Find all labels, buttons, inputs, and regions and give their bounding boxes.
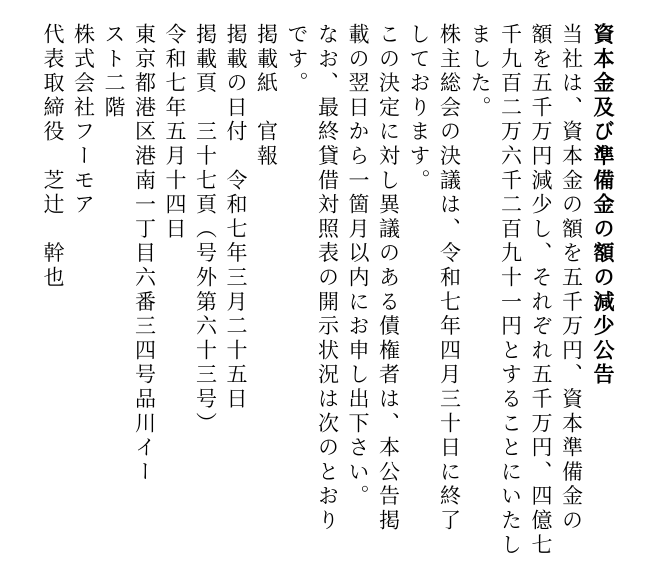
body-text-line: です。: [285, 23, 309, 96]
publication-paper: 掲載紙 官報: [254, 23, 279, 169]
company-address-line-2: スト二階: [102, 23, 126, 121]
representative-name: 代表取締役 芝辻 幹也: [41, 23, 65, 291]
notice-title: 資本金及び準備金の額の減少公告: [591, 23, 614, 388]
body-text-line: 当社は、資本金の額を五千万円、資本準備金の: [559, 23, 584, 534]
body-text-line: この決定に対し異議のある債権者は、本公告掲: [376, 23, 401, 534]
body-text-line: しております。: [407, 23, 431, 194]
notice-date: 令和七年五月十四日: [163, 23, 187, 242]
body-text-line: 額を五千万円減少し、それぞれ五千万円、四億七: [529, 23, 553, 558]
body-text-line: ました。: [468, 23, 492, 121]
company-address-line-1: 東京都港区港南一丁目六番三四号品川イー: [132, 23, 157, 485]
body-text-line: なお、最終貸借対照表の開示状況は次のとおり: [315, 23, 340, 534]
publication-page: 掲載頁 三十七頁（号外第六十三号）: [193, 23, 218, 437]
company-name: 株式会社フーモア: [71, 23, 96, 218]
body-text-line: 千九百二万六千二百九十一円とすることにいたし: [498, 23, 523, 558]
publication-date: 掲載の日付 令和七年三月二十五日: [224, 23, 248, 412]
body-text-line: 載の翌日から一箇月以内にお申し出下さい。: [346, 23, 370, 509]
vertical-notice-text: [38, 23, 618, 579]
body-text-line: 株主総会の決議は、令和七年四月三十日に終了: [437, 23, 462, 534]
